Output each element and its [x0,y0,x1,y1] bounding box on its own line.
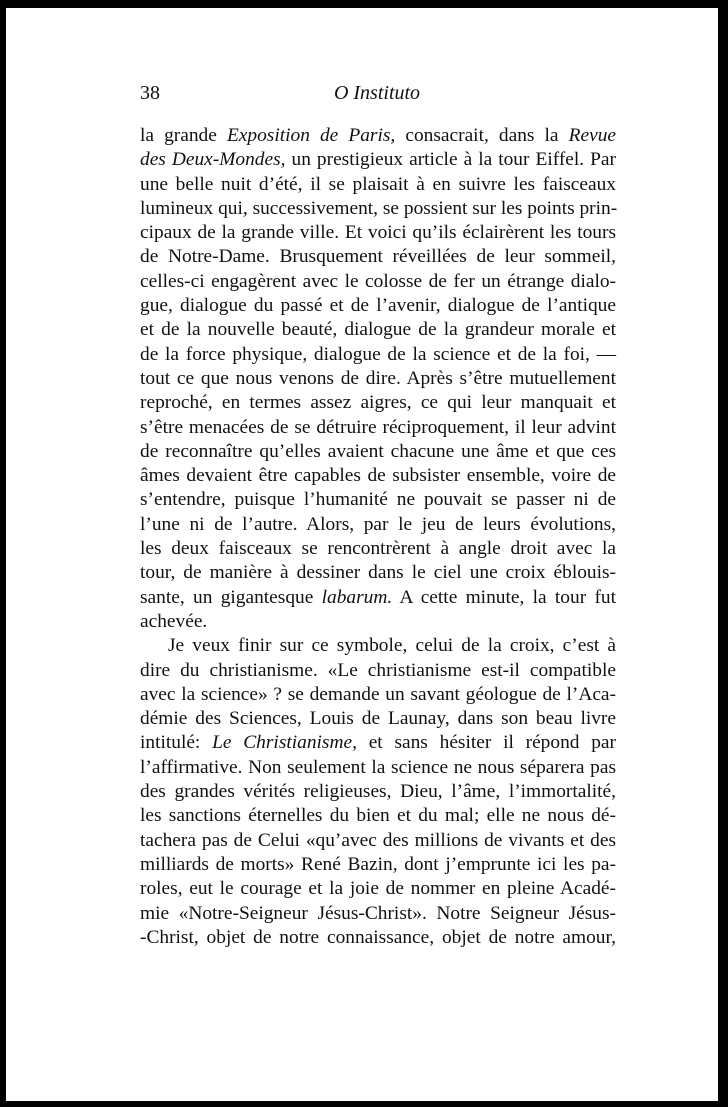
text-line: mie «Notre-Seigneur Jésus-Christ». Notre Seigneur Jésus- [140,902,616,924]
text-line: lumineux qui, successivement, se possient sur les points prin- [140,197,618,219]
text-line: et de la nouvelle beauté, dialogue de la grandeur morale et [140,319,616,341]
text-line: l’une ni de l’autre. Alors, par le jeu de leurs évolutions, [140,513,616,535]
text-line: Je veux finir sur ce symbole, celui de la croix, c’est à [168,635,616,657]
text-line: achevée. [140,610,208,632]
body-text [140,124,616,950]
text-line: milliards de morts» René Bazin, dont j’emprunte ici les pa- [140,853,616,875]
text-line: de la force physique, dialogue de la science et de la foi, — [140,343,616,365]
text-line: des grandes vérités religieuses, Dieu, l’âme, l’immortalité, [140,781,616,803]
text-line: s’être menacées de se détruire réciproquement, il leur advint [140,416,616,438]
text-line: sante, un gigantesque labarum. A cette minute, la tour fut [140,586,617,608]
text-line: cipaux de la grande ville. Et voici qu’ils éclairèrent les tours [140,222,616,244]
text-line: des Deux-Mondes, un prestigieux article à la tour Eiffel. Par [140,149,616,171]
text-line: la grande Exposition de Paris, consacrait, dans la Revue [140,125,616,146]
text-line: de Notre-Dame. Brusquement réveillées de leur sommeil, [140,246,616,268]
text-line: âmes devaient être capables de subsister ensemble, voire de [140,465,616,487]
text-line: avec la science» ? se demande un savant géologue de l’Aca- [140,683,616,705]
text-line: les sanctions éternelles du bien et du mal; elle ne nous dé- [140,805,616,827]
text-line: les deux faisceaux se rencontrèrent à angle droit avec la [140,538,616,560]
page-header [138,78,616,108]
text-line: reproché, en termes assez aigres, ce qui leur manquait et [140,392,616,414]
text-line: gue, dialogue du passé et de l’avenir, dialogue de l’antique [140,295,616,317]
text-line: de reconnaître qu’elles avaient chacune une âme et que ces [140,440,616,462]
text-line: une belle nuit d’été, il se plaisait à en suivre les faisceaux [140,173,616,195]
text-line: intitulé: Le Christianisme, et sans hésiter il répond par [140,732,616,754]
page-number: 38 [140,82,160,104]
text-line: l’affirmative. Non seulement la science ne nous séparera pas [140,756,616,778]
text-line: roles, eut le courage et la joie de nommer en pleine Acadé- [140,878,616,900]
text-line: tachera pas de Celui «qu’avec des millions de vivants et des [140,829,616,851]
text-line: démie des Sciences, Louis de Launay, dans son beau livre [140,708,616,730]
book-page [6,8,718,1101]
text-line: tour, de manière à dessiner dans le ciel une croix éblouis- [140,562,616,584]
text-line: -Christ, objet de notre connaissance, objet de notre amour, [140,926,616,948]
text-line: celles-ci engagèrent avec le colosse de fer un étrange dialo- [140,270,616,292]
text-line: dire du christianisme. «Le christianisme est-il compatible [140,659,616,681]
running-title: O Instituto [333,82,421,104]
text-line: s’entendre, puisque l’humanité ne pouvait se passer ni de [140,489,616,511]
text-line: tout ce que nous venons de dire. Après s’être mutuellement [140,367,616,389]
